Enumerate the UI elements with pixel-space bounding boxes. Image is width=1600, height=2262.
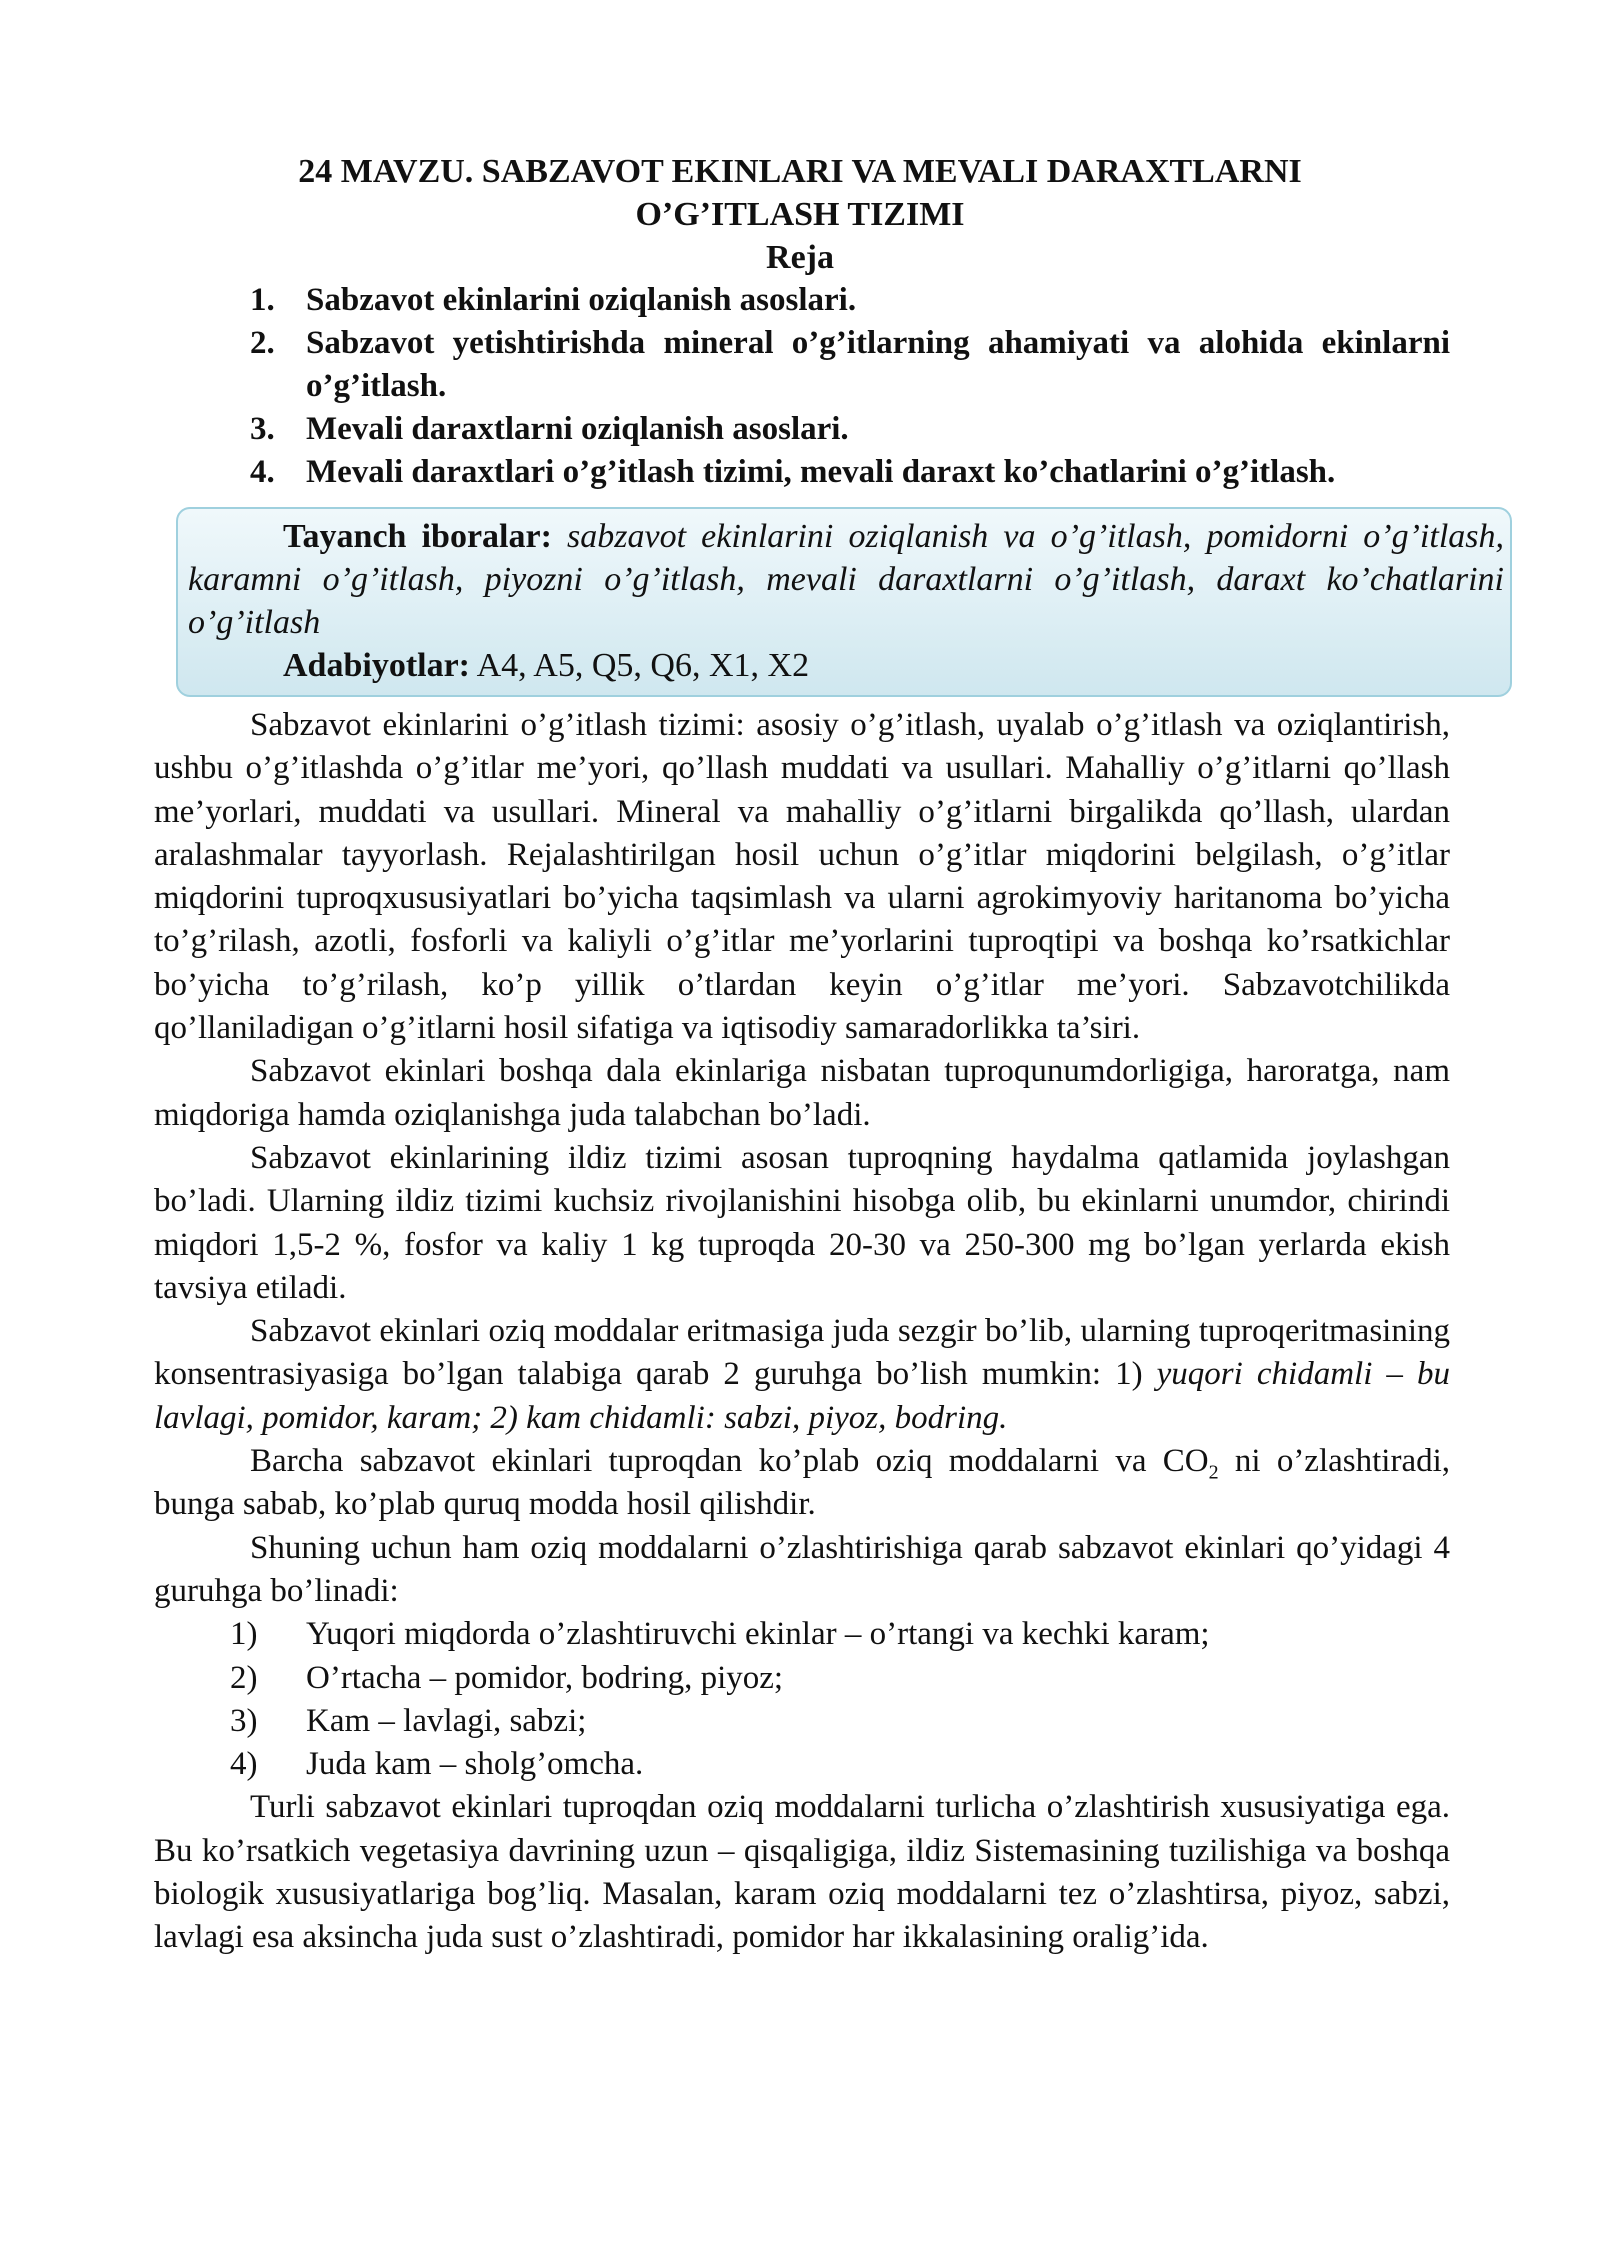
literature-text: A4, A5, Q5, Q6, X1, X2 xyxy=(476,647,810,684)
plan-item xyxy=(250,451,1450,494)
literature-label: Adabiyotlar: xyxy=(283,647,470,684)
paragraph-7: Turli sabzavot ekinlari tuproqdan oziq moddalarni turlicha o’zlashtirish xususiyatiga ega. Bu ko’rsatkich vegetasiya davrining uzun – qisqaligiga, ildiz Sistemasining tuzilishiga va boshqa biologik xususiyatlariga bog’liq. Masalan, karam oziq moddalarni tez o’zlashtirsa, piyoz, sabzi, lavlagi esa aksincha juda sust o’zlashtiradi, pomidor har ikkalasining oralig’ida. xyxy=(154,1789,1450,1956)
list-item-text: O’rtacha – pomidor, bodring, piyoz; xyxy=(306,1659,784,1696)
paragraph-4-italic: yuqori chidamli – bu lavlagi, pomidor, karam; 2) kam chidamli: sabzi, piyoz, bodring. xyxy=(154,1356,1450,1436)
list-item xyxy=(154,1700,1450,1743)
plan-item-number: 2. xyxy=(250,325,275,361)
list-item xyxy=(154,1657,1450,1700)
plan-item xyxy=(250,408,1450,451)
plan-item-number: 1. xyxy=(250,282,275,318)
plan-list xyxy=(250,279,1450,494)
document-body xyxy=(154,704,1450,1960)
list-item-number: 4) xyxy=(230,1746,258,1783)
plan-item-text: Mevali daraxtlari o’g’itlash tizimi, mevali daraxt ko’chatlarini o’g’itlash. xyxy=(306,454,1336,490)
title-line-1: 24 MAVZU. SABZAVOT EKINLARI VA MEVALI DARAXTLARNI xyxy=(298,153,1302,190)
groups-list xyxy=(154,1613,1450,1786)
title-line-2: O’G’ITLASH TIZIMI xyxy=(635,196,965,233)
paragraph-5 xyxy=(154,1440,1450,1527)
list-item xyxy=(154,1743,1450,1786)
list-item-number: 2) xyxy=(230,1659,258,1696)
co2-subscript: 2 xyxy=(1208,1461,1219,1484)
plan-item-number: 4. xyxy=(250,454,275,490)
plan-item-text: Mevali daraxtlarni oziqlanish asoslari. xyxy=(306,411,849,447)
keywords-label: Tayanch iboralar: xyxy=(283,518,552,555)
literature-paragraph xyxy=(188,644,1504,687)
list-item-number: 3) xyxy=(230,1702,258,1739)
list-item-text: Yuqori miqdorda o’zlashtiruvchi ekinlar – o’rtangi va kechki karam; xyxy=(306,1616,1210,1653)
plan-item-number: 3. xyxy=(250,411,275,447)
list-item-text: Juda kam – sholg’omcha. xyxy=(306,1746,644,1783)
plan-item-text: Sabzavot yetishtirishda mineral o’g’itlarning ahamiyati va alohida ekinlarni o’g’itlash. xyxy=(306,325,1450,404)
keywords-text: sabzavot ekinlarini oziqlanish va o’g’itlash, pomidorni o’g’itlash, karamni o’g’itlash, piyozni o’g’itlash, mevali daraxtlarni o’g’itlash, daraxt ko’chatlarini o’g’itlash xyxy=(188,518,1505,641)
keywords-content xyxy=(188,515,1504,687)
list-item-number: 1) xyxy=(230,1616,258,1653)
plan-item xyxy=(250,322,1450,408)
keywords-paragraph xyxy=(188,515,1504,644)
paragraph-2: Sabzavot ekinlari boshqa dala ekinlariga nisbatan tuproqunumdorligiga, haroratga, nam miqdoriga hamda oziqlanishga juda talabchan bo’ladi. xyxy=(154,1053,1450,1133)
paragraph-3: Sabzavot ekinlarining ildiz tizimi asosan tuproqning haydalma qatlamida joylashgan bo’ladi. Ularning ildiz tizimi kuchsiz rivojlanishini hisobga olib, bu ekinlarni unumdor, chirindi miqdori 1,5-2 %, fosfor va kaliy 1 kg tuproqda 20-30 va 250-300 mg bo’lgan yerlarda ekish tavsiya etiladi. xyxy=(154,1139,1450,1306)
plan-item xyxy=(250,279,1450,322)
plan-item-text: Sabzavot ekinlarini oziqlanish asoslari. xyxy=(306,282,857,318)
paragraph-1: Sabzavot ekinlarini o’g’itlash tizimi: asosiy o’g’itlash, uyalab o’g’itlash va oziqlantirish, ushbu o’g’itlashda o’g’itlar me’yori, qo’llash muddati va usullari. Mahalliy o’g’itlarni qo’llash me’yorlari, muddati va usullari. Mineral va mahalliy o’g’itlarni birgalikda qo’llash, ulardan aralashmalar tayyorlash. Rejalashtirilgan hosil uchun o’g’itlar miqdorini belgilash, o’g’itlar miqdorini tuproqxususiyatlari bo’yicha taqsimlash va ularni agrokimyoviy haritanoma bo’yicha to’g’rilash, azotli, fosforli va kaliyli o’g’itlar me’yorlarini tuproqtipi va boshqa ko’rsatkichlar bo’yicha to’g’rilash, ko’p yillik o’tlardan keyin o’g’itlar me’yori. Sabzavotchilikda qo’llaniladigan o’g’itlarni hosil sifatiga va iqtisodiy samaradorlikka ta’siri. xyxy=(154,707,1450,1047)
paragraph-5-text-b: ni o’zlashtiradi, bunga sabab, ko’plab quruq modda hosil qilishdir. xyxy=(154,1443,1451,1523)
list-item-text: Kam – lavlagi, sabzi; xyxy=(306,1702,587,1739)
paragraph-4 xyxy=(154,1310,1450,1440)
paragraph-6: Shuning uchun ham oziq moddalarni o’zlashtirishiga qarab sabzavot ekinlari qo’yidagi 4 guruhga bo’linadi: xyxy=(154,1529,1450,1609)
plan-heading: Reja xyxy=(766,239,834,276)
document-title xyxy=(150,150,1450,279)
list-item xyxy=(154,1613,1450,1656)
paragraph-4-text: Sabzavot ekinlari oziq moddalar eritmasiga juda sezgir bo’lib, ularning tuproqeritmasining konsentrasiyasiga bo’lgan talabiga qarab 2 guruhga bo’lish mumkin: 1) xyxy=(154,1313,1450,1393)
paragraph-5-text-a: Barcha sabzavot ekinlari tuproqdan ko’plab oziq moddalarni va CO xyxy=(250,1443,1209,1480)
